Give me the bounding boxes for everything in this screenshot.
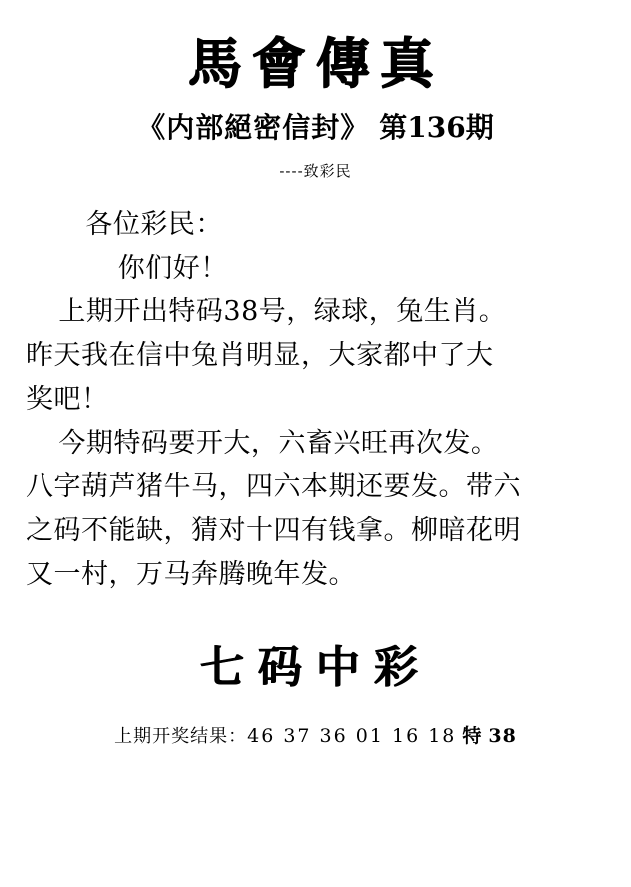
document-page <box>0 31 631 887</box>
paragraph-line: 又一村，万马奔腾晚年发。 <box>26 558 356 590</box>
result-label: 上期开奖结果： <box>114 725 248 747</box>
page-title: 馬會傳真 <box>187 31 444 95</box>
paragraph-line: 昨天我在信中兔肖明显，大家都中了大 <box>26 340 494 372</box>
dedication-line: ----致彩民 <box>279 162 352 180</box>
paragraph-line: 今期特码要开大，六畜兴旺再次发。 <box>58 427 499 459</box>
subtitle-line <box>0 106 631 146</box>
paragraph-line: 八字葫芦猪牛马，四六本期还要发。带六 <box>26 471 521 503</box>
paragraph-line: 上期开出特码38号，绿球，兔生肖。 <box>58 296 507 328</box>
result-numbers: 46 37 36 01 16 18 <box>247 724 457 747</box>
paragraph-line: 奖吧！ <box>26 383 109 415</box>
paragraph-line: 你们好！ <box>117 252 228 284</box>
special-label: 特 <box>462 724 483 747</box>
issue-label: 第136期 <box>379 111 494 144</box>
special-number: 38 <box>488 724 517 747</box>
subtitle-bracketed-text: 《内部絕密信封》 <box>137 111 370 144</box>
footer-title: 七码中彩 <box>199 641 432 693</box>
paragraph-line: 各位彩民： <box>85 209 223 240</box>
previous-draw-result <box>0 721 631 748</box>
body-text <box>26 203 605 597</box>
paragraph-line: 之码不能缺，猜对十四有钱拿。柳暗花明 <box>26 515 521 547</box>
